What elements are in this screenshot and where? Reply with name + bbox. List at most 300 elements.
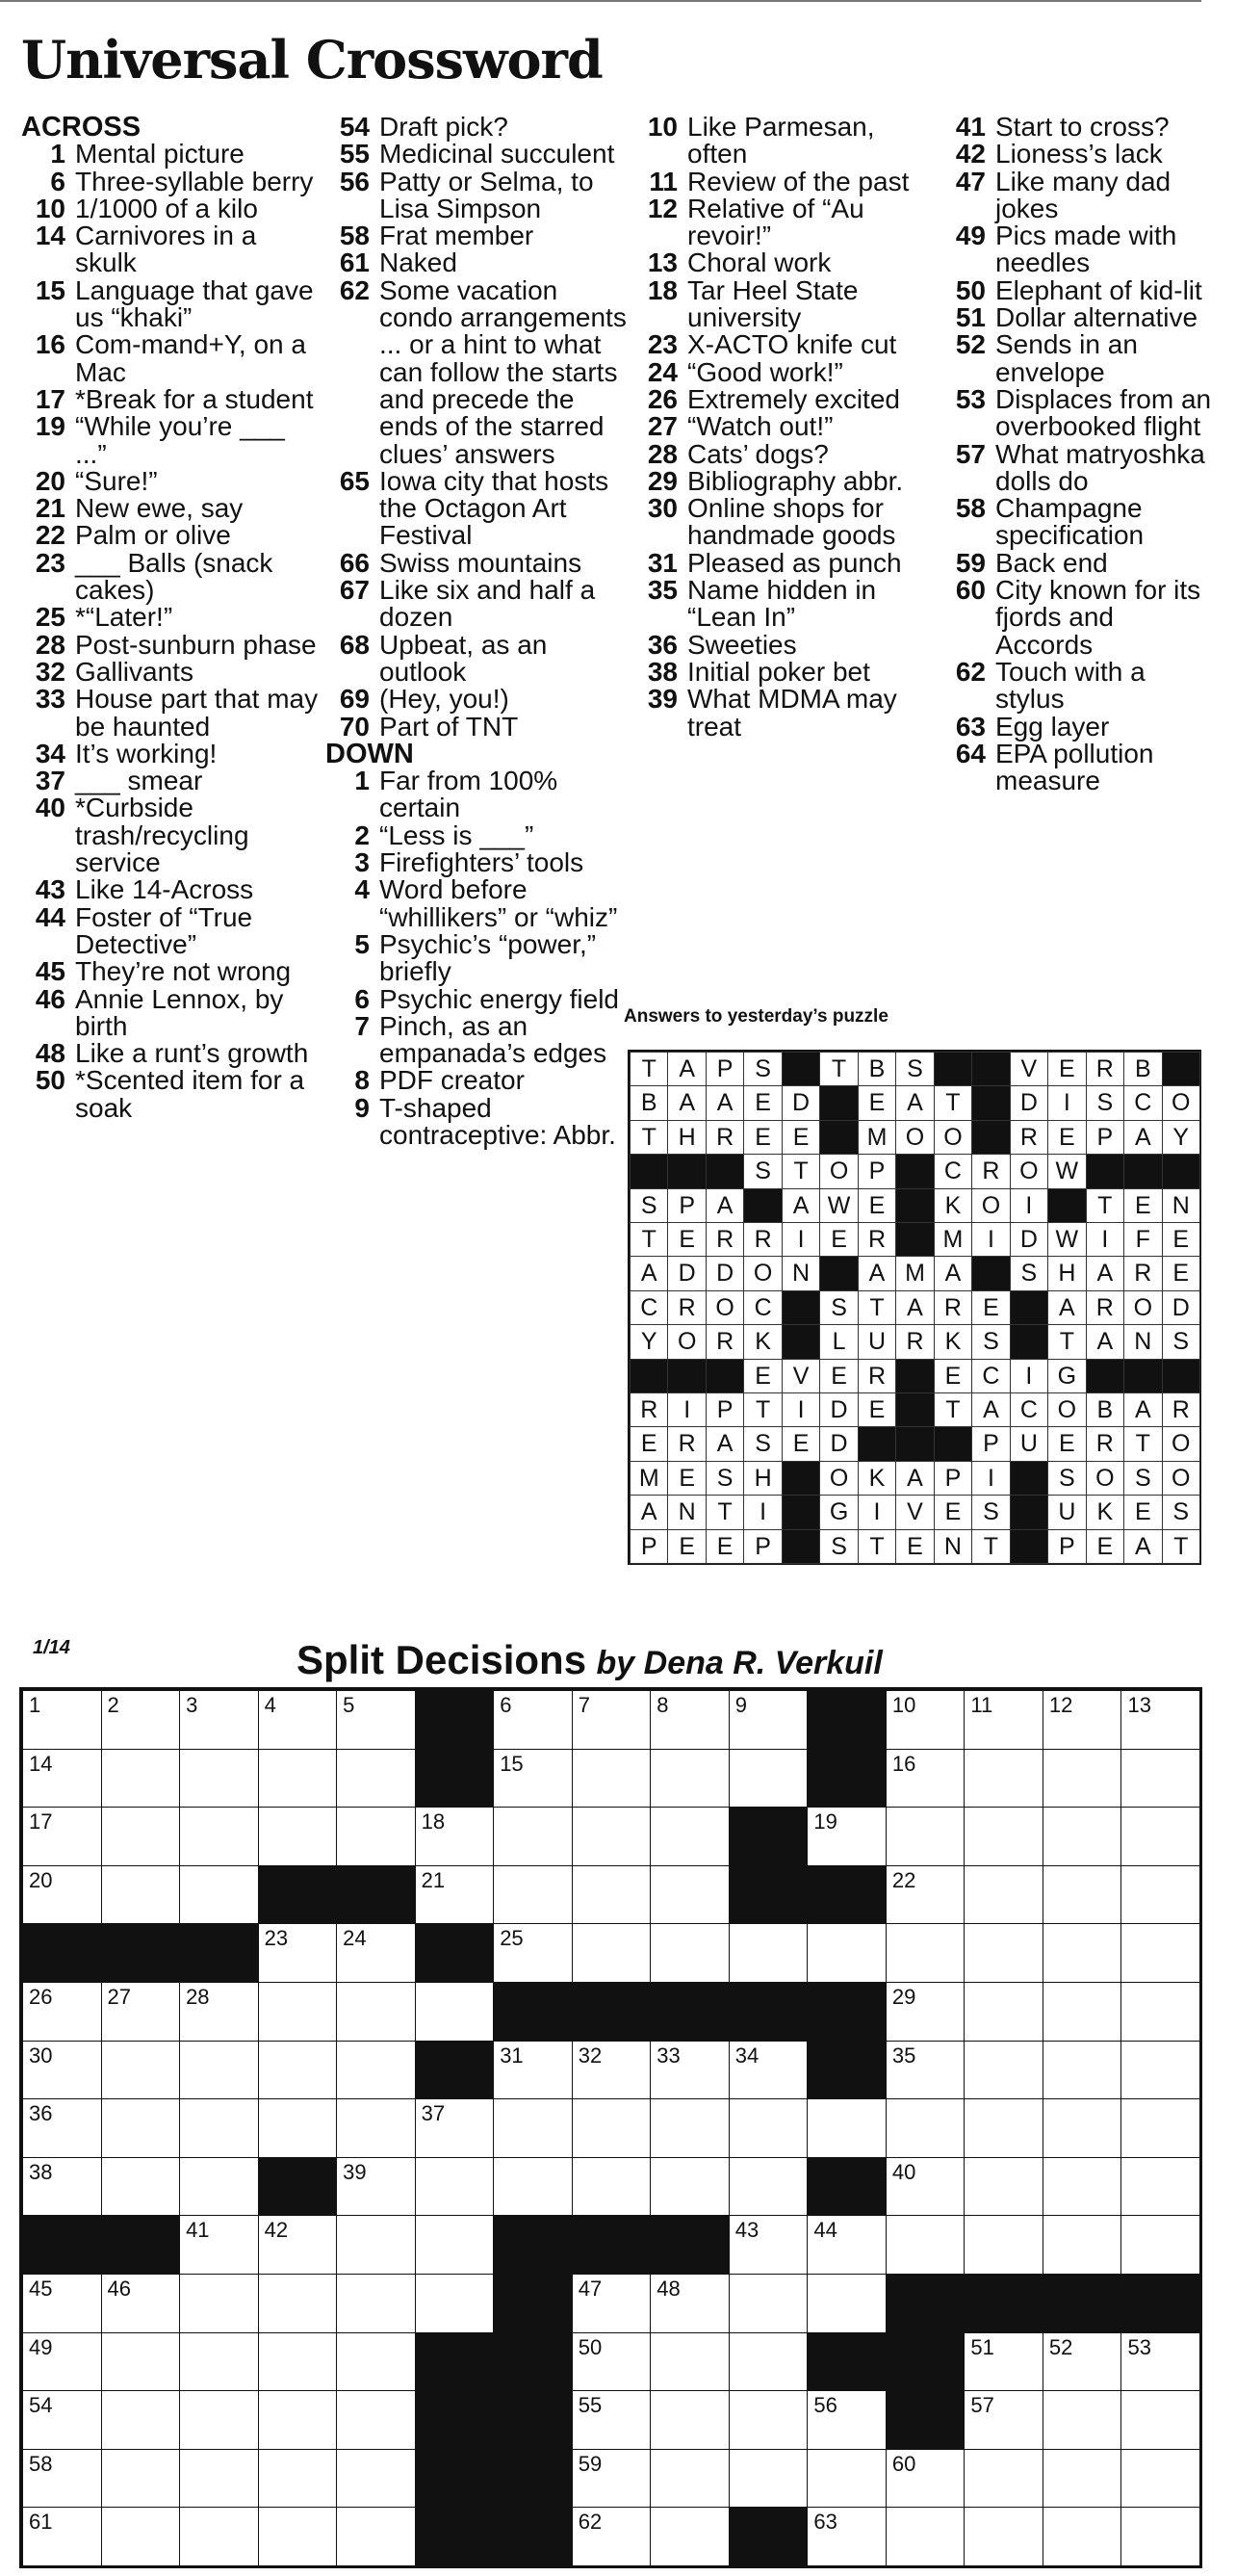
- cell-number: 4: [264, 1693, 276, 1717]
- answer-cell: W: [1047, 1154, 1086, 1188]
- grid-cell[interactable]: [493, 1749, 573, 1808]
- grid-cell[interactable]: [1120, 1865, 1200, 1925]
- grid-cell[interactable]: [1043, 1807, 1122, 1866]
- grid-cell[interactable]: [964, 2157, 1043, 2217]
- answer-cell: I: [1010, 1188, 1048, 1223]
- answer-cell: T: [782, 1154, 820, 1188]
- clue-number: 9: [354, 1092, 370, 1123]
- clue-number: 42: [955, 139, 986, 169]
- grid-cell[interactable]: [22, 2332, 102, 2392]
- grid-cell[interactable]: [1043, 2215, 1122, 2275]
- answer-cell: E: [1086, 1529, 1124, 1564]
- clue-number: 1: [354, 766, 370, 796]
- grid-cell[interactable]: [886, 2507, 966, 2566]
- grid-cell[interactable]: [415, 1865, 495, 1925]
- grid-cell[interactable]: [1043, 2098, 1122, 2158]
- grid-cell[interactable]: [101, 1865, 181, 1925]
- grid-cell[interactable]: [572, 2449, 652, 2509]
- clue-number: 34: [35, 738, 65, 768]
- clue-item: [21, 876, 322, 903]
- grid-cell[interactable]: [572, 2098, 652, 2158]
- grid-cell[interactable]: [336, 2098, 416, 2158]
- grid-cell[interactable]: [964, 2449, 1043, 2509]
- grid-cell[interactable]: [415, 2274, 495, 2333]
- grid-cell[interactable]: [493, 1807, 573, 1866]
- answer-cell: V: [782, 1359, 820, 1393]
- clue-item: [941, 304, 1213, 331]
- answer-block: [630, 1359, 668, 1393]
- grid-cell[interactable]: [336, 2215, 416, 2275]
- grid-cell[interactable]: [572, 1690, 652, 1750]
- answer-cell: N: [782, 1256, 820, 1290]
- grid-cell[interactable]: [1120, 1982, 1200, 2042]
- grid-cell[interactable]: [336, 2274, 416, 2333]
- clue-item: [325, 274, 631, 469]
- grid-cell[interactable]: [493, 1923, 573, 1983]
- cell-number: 60: [891, 2451, 916, 2476]
- clue-text: Back end: [995, 547, 1108, 578]
- grid-cell[interactable]: [179, 2449, 259, 2509]
- grid-cell[interactable]: [101, 1749, 181, 1808]
- grid-cell[interactable]: [807, 2390, 887, 2450]
- grid-cell[interactable]: [22, 2157, 102, 2217]
- clue-text: Displaces from an overbooked flight: [995, 383, 1212, 442]
- clue-number: 61: [339, 247, 370, 278]
- grid-cell[interactable]: [258, 2390, 338, 2450]
- grid-cell[interactable]: [101, 1982, 181, 2042]
- grid-cell[interactable]: [1120, 2041, 1200, 2100]
- grid-cell[interactable]: [258, 2274, 338, 2333]
- grid-cell[interactable]: [101, 2157, 181, 2217]
- grid-cell[interactable]: [1043, 2390, 1122, 2450]
- grid-cell[interactable]: [258, 2507, 338, 2566]
- answer-cell: E: [1123, 1188, 1162, 1223]
- grid-cell[interactable]: [1043, 1749, 1122, 1808]
- grid-cell[interactable]: [1120, 2215, 1200, 2275]
- answer-cell: R: [971, 1154, 1010, 1188]
- grid-cell[interactable]: [729, 1749, 809, 1808]
- grid-cell[interactable]: [807, 2215, 887, 2275]
- grid-cell[interactable]: [650, 1749, 730, 1808]
- grid-cell[interactable]: [258, 1807, 338, 1866]
- grid-cell[interactable]: [886, 2215, 966, 2275]
- grid-cell[interactable]: [1043, 2507, 1122, 2566]
- grid-cell[interactable]: [336, 1982, 416, 2042]
- answer-cell: F: [1123, 1222, 1162, 1257]
- answer-block: [895, 1392, 934, 1427]
- answer-cell: I: [1047, 1085, 1086, 1120]
- grid-cell[interactable]: [179, 2332, 259, 2392]
- grid-cell[interactable]: [336, 2332, 416, 2392]
- grid-cell[interactable]: [493, 2098, 573, 2158]
- grid-cell[interactable]: [179, 2274, 259, 2333]
- grid-cell[interactable]: [415, 2098, 495, 2158]
- answer-cell: I: [667, 1392, 706, 1427]
- grid-cell[interactable]: [415, 2215, 495, 2275]
- grid-cell[interactable]: [336, 2449, 416, 2509]
- grid-cell[interactable]: [22, 2390, 102, 2450]
- clue-text: Lioness’s lack: [995, 139, 1163, 169]
- grid-cell[interactable]: [179, 1865, 259, 1925]
- grid-cell[interactable]: [886, 1690, 966, 1750]
- grid-cell[interactable]: [729, 2215, 809, 2275]
- grid-cell[interactable]: [22, 1807, 102, 1866]
- grid-cell[interactable]: [650, 2157, 730, 2217]
- grid-block: [415, 2390, 495, 2450]
- grid-cell[interactable]: [964, 1982, 1043, 2042]
- answer-cell: O: [971, 1188, 1010, 1223]
- answer-cell: N: [1162, 1188, 1200, 1223]
- answer-cell: S: [971, 1495, 1010, 1529]
- grid-cell[interactable]: [415, 2157, 495, 2217]
- cell-number: 62: [578, 2510, 603, 2535]
- clue-item: [21, 383, 322, 414]
- clue-item: [21, 274, 322, 333]
- grid-cell[interactable]: [493, 1690, 573, 1750]
- clue-item: [325, 249, 631, 276]
- clue-item: [21, 629, 322, 660]
- clue-item: [21, 686, 322, 741]
- clue-item: [633, 383, 940, 414]
- grid-cell[interactable]: [1120, 1690, 1200, 1750]
- cell-number: 42: [264, 2218, 289, 2243]
- answer-cell: W: [819, 1188, 858, 1223]
- cell-number: 63: [813, 2510, 837, 2535]
- grid-cell[interactable]: [22, 2041, 102, 2100]
- clue-number: 12: [647, 193, 678, 223]
- grid-cell[interactable]: [572, 1923, 652, 1983]
- grid-cell[interactable]: [22, 1865, 102, 1925]
- grid-cell[interactable]: [572, 1749, 652, 1808]
- clue-number: 52: [955, 329, 986, 360]
- grid-cell[interactable]: [964, 2332, 1043, 2392]
- answer-cell: E: [1162, 1222, 1200, 1257]
- grid-cell[interactable]: [807, 2274, 887, 2333]
- cell-number: 22: [891, 1867, 916, 1892]
- grid-cell[interactable]: [22, 2449, 102, 2509]
- grid-block: [807, 2041, 887, 2100]
- grid-cell[interactable]: [258, 2449, 338, 2509]
- grid-cell[interactable]: [179, 2507, 259, 2566]
- grid-cell[interactable]: [964, 1923, 1043, 1983]
- answer-cell: P: [630, 1529, 668, 1564]
- grid-cell[interactable]: [415, 1807, 495, 1866]
- answer-cell: E: [630, 1426, 668, 1461]
- grid-cell[interactable]: [964, 1865, 1043, 1925]
- answer-cell: D: [819, 1392, 858, 1427]
- grid-cell[interactable]: [964, 2041, 1043, 2100]
- grid-cell[interactable]: [101, 2274, 181, 2333]
- clue-item: [21, 768, 322, 794]
- grid-cell[interactable]: [886, 1807, 966, 1866]
- grid-cell[interactable]: [1043, 1865, 1122, 1925]
- clue-item: [633, 331, 940, 358]
- grid-cell[interactable]: [807, 2098, 887, 2158]
- grid-cell[interactable]: [336, 1690, 416, 1750]
- answer-block: [934, 1052, 972, 1086]
- answer-cell: O: [706, 1290, 744, 1325]
- answer-cell: E: [782, 1120, 820, 1155]
- grid-cell[interactable]: [729, 1923, 809, 1983]
- answer-block: [934, 1426, 972, 1461]
- grid-cell[interactable]: [729, 1690, 809, 1750]
- grid-cell[interactable]: [101, 2098, 181, 2158]
- grid-cell[interactable]: [1120, 1749, 1200, 1808]
- grid-cell[interactable]: [1043, 2157, 1122, 2217]
- cell-number: 61: [29, 2510, 53, 2535]
- answer-cell: O: [934, 1120, 972, 1155]
- grid-cell[interactable]: [1120, 1923, 1200, 1983]
- clue-item: [633, 274, 940, 333]
- grid-cell[interactable]: [179, 1749, 259, 1808]
- clue-item: [941, 738, 1213, 796]
- grid-cell[interactable]: [572, 2157, 652, 2217]
- grid-cell[interactable]: [729, 2449, 809, 2509]
- grid-cell[interactable]: [101, 1807, 181, 1866]
- grid-cell[interactable]: [650, 2274, 730, 2333]
- cell-number: 29: [891, 1985, 916, 2009]
- clue-item: [941, 547, 1213, 578]
- grid-cell[interactable]: [886, 2449, 966, 2509]
- grid-cell[interactable]: [572, 1865, 652, 1925]
- grid-block: [493, 2507, 573, 2566]
- clue-number: 18: [647, 274, 678, 305]
- clue-text: New ewe, say: [75, 493, 244, 524]
- clue-item: [21, 656, 322, 687]
- answer-cell: R: [1086, 1426, 1124, 1461]
- grid-cell[interactable]: [336, 2507, 416, 2566]
- grid-cell[interactable]: [886, 2098, 966, 2158]
- answer-block: [1010, 1461, 1048, 1496]
- grid-cell[interactable]: [964, 2215, 1043, 2275]
- grid-cell[interactable]: [258, 1690, 338, 1750]
- clue-number: 64: [955, 738, 986, 768]
- grid-cell[interactable]: [179, 1690, 259, 1750]
- answer-cell: R: [1086, 1290, 1124, 1325]
- answer-cell: T: [934, 1085, 972, 1120]
- answer-block: [782, 1290, 820, 1325]
- grid-cell[interactable]: [729, 2098, 809, 2158]
- grid-block: [258, 2157, 338, 2217]
- grid-cell[interactable]: [1120, 2332, 1200, 2392]
- grid-cell[interactable]: [258, 2098, 338, 2158]
- answer-block: [1086, 1359, 1124, 1393]
- grid-cell[interactable]: [807, 2449, 887, 2509]
- grid-cell[interactable]: [101, 2449, 181, 2509]
- cell-number: 30: [29, 2043, 53, 2068]
- grid-cell[interactable]: [650, 2507, 730, 2566]
- grid-cell[interactable]: [964, 1690, 1043, 1750]
- grid-cell[interactable]: [572, 1807, 652, 1866]
- grid-block: [729, 1865, 809, 1925]
- answer-block: [782, 1324, 820, 1359]
- answer-cell: C: [1010, 1392, 1048, 1427]
- answer-block: [858, 1426, 896, 1461]
- clue-item: [633, 547, 940, 578]
- grid-block: [650, 1982, 730, 2042]
- cell-number: 48: [657, 2277, 681, 2301]
- answer-block: [895, 1426, 934, 1461]
- clue-number: 62: [955, 656, 986, 687]
- clue-number: 58: [339, 221, 370, 251]
- grid-cell[interactable]: [179, 2098, 259, 2158]
- grid-cell[interactable]: [336, 2157, 416, 2217]
- grid-cell[interactable]: [572, 2332, 652, 2392]
- answer-cell: B: [1086, 1392, 1124, 1427]
- grid-cell[interactable]: [729, 2157, 809, 2217]
- grid-cell[interactable]: [650, 1865, 730, 1925]
- grid-cell[interactable]: [650, 2332, 730, 2392]
- grid-cell[interactable]: [1043, 1923, 1122, 1983]
- answer-cell: H: [1047, 1256, 1086, 1290]
- grid-cell[interactable]: [572, 2390, 652, 2450]
- grid-cell[interactable]: [493, 1865, 573, 1925]
- grid-cell[interactable]: [101, 2507, 181, 2566]
- answer-block: [971, 1085, 1010, 1120]
- grid-cell[interactable]: [22, 2098, 102, 2158]
- grid-cell[interactable]: [493, 2157, 573, 2217]
- grid-cell[interactable]: [258, 2332, 338, 2392]
- grid-cell[interactable]: [572, 2041, 652, 2100]
- clue-number: 62: [339, 274, 370, 305]
- grid-cell[interactable]: [650, 1923, 730, 1983]
- grid-cell[interactable]: [22, 1749, 102, 1808]
- grid-cell[interactable]: [964, 1749, 1043, 1808]
- grid-cell[interactable]: [258, 2215, 338, 2275]
- clue-item: [21, 958, 322, 985]
- grid-cell[interactable]: [650, 1807, 730, 1866]
- grid-cell[interactable]: [886, 1923, 966, 1983]
- grid-cell[interactable]: [1043, 2041, 1122, 2100]
- grid-cell[interactable]: [650, 2098, 730, 2158]
- grid-cell[interactable]: [258, 1982, 338, 2042]
- grid-cell[interactable]: [1120, 2449, 1200, 2509]
- grid-cell[interactable]: [22, 2274, 102, 2333]
- grid-cell[interactable]: [336, 1923, 416, 1983]
- clue-item: [633, 249, 940, 276]
- clue-text: Cats’ dogs?: [687, 438, 829, 469]
- grid-cell[interactable]: [1043, 1982, 1122, 2042]
- clue-text: Three-syllable berry: [75, 166, 314, 196]
- grid-cell[interactable]: [101, 1690, 181, 1750]
- grid-cell[interactable]: [650, 2449, 730, 2509]
- grid-cell[interactable]: [179, 2390, 259, 2450]
- grid-cell[interactable]: [336, 1807, 416, 1866]
- grid-cell[interactable]: [964, 1807, 1043, 1866]
- grid-cell[interactable]: [1043, 2449, 1122, 2509]
- grid-cell[interactable]: [886, 1865, 966, 1925]
- grid-cell[interactable]: [729, 2390, 809, 2450]
- grid-cell[interactable]: [179, 1807, 259, 1866]
- grid-cell[interactable]: [22, 1690, 102, 1750]
- clue-text: City known for its fjords and Accords: [995, 575, 1201, 660]
- grid-cell[interactable]: [179, 1982, 259, 2042]
- grid-cell[interactable]: [807, 1807, 887, 1866]
- grid-cell[interactable]: [415, 1982, 495, 2042]
- clue-number: 58: [955, 493, 986, 524]
- cell-number: 6: [500, 1693, 512, 1717]
- grid-cell[interactable]: [22, 1982, 102, 2042]
- grid-cell[interactable]: [886, 2041, 966, 2100]
- grid-cell[interactable]: [964, 2098, 1043, 2158]
- grid-cell[interactable]: [572, 2274, 652, 2333]
- answer-grid: [628, 1050, 1201, 1565]
- clue-number: 25: [35, 602, 65, 633]
- grid-cell[interactable]: [101, 2332, 181, 2392]
- grid-cell[interactable]: [1120, 2098, 1200, 2158]
- grid-cell[interactable]: [258, 2041, 338, 2100]
- grid-cell[interactable]: [22, 2507, 102, 2566]
- grid-cell[interactable]: [650, 2390, 730, 2450]
- grid-cell[interactable]: [336, 1749, 416, 1808]
- grid-cell[interactable]: [1120, 2390, 1200, 2450]
- clue-number: 28: [647, 438, 678, 469]
- grid-cell[interactable]: [1043, 1690, 1122, 1750]
- grid-cell[interactable]: [807, 1923, 887, 1983]
- grid-block: [336, 1865, 416, 1925]
- answer-block: [1047, 1188, 1086, 1223]
- grid-cell[interactable]: [729, 2274, 809, 2333]
- cell-number: 2: [107, 1693, 119, 1717]
- grid-cell[interactable]: [258, 1923, 338, 1983]
- grid-cell[interactable]: [807, 2507, 887, 2566]
- grid-cell[interactable]: [886, 2157, 966, 2217]
- grid-cell[interactable]: [964, 2390, 1043, 2450]
- answer-cell: A: [1086, 1324, 1124, 1359]
- grid-cell[interactable]: [964, 2507, 1043, 2566]
- answer-cell: O: [743, 1256, 782, 1290]
- clue-item: [21, 794, 322, 876]
- answer-cell: C: [630, 1290, 668, 1325]
- grid-cell[interactable]: [493, 2041, 573, 2100]
- grid-cell[interactable]: [1043, 2332, 1122, 2392]
- answer-cell: E: [743, 1085, 782, 1120]
- grid-cell[interactable]: [1120, 1807, 1200, 1866]
- clue-text: They’re not wrong: [75, 956, 292, 987]
- grid-cell[interactable]: [101, 2390, 181, 2450]
- clue-number: 56: [339, 166, 370, 196]
- clue-item: [325, 166, 631, 223]
- grid-cell[interactable]: [179, 2215, 259, 2275]
- grid-cell[interactable]: [886, 1749, 966, 1808]
- grid-cell[interactable]: [886, 1982, 966, 2042]
- grid-cell[interactable]: [572, 2507, 652, 2566]
- grid-cell[interactable]: [336, 2041, 416, 2100]
- answer-block: [1123, 1154, 1162, 1188]
- grid-cell[interactable]: [729, 2332, 809, 2392]
- grid-cell[interactable]: [650, 1690, 730, 1750]
- clue-text: What matryoshka dolls do: [995, 438, 1205, 496]
- answer-cell: I: [1010, 1359, 1048, 1393]
- grid-cell[interactable]: [101, 2041, 181, 2100]
- grid-cell[interactable]: [729, 2041, 809, 2100]
- cell-number: 14: [29, 1751, 53, 1776]
- clue-number: 11: [649, 166, 678, 196]
- answer-cell: U: [1047, 1495, 1086, 1529]
- grid-cell[interactable]: [1120, 2157, 1200, 2217]
- answer-cell: E: [895, 1529, 934, 1564]
- grid-cell[interactable]: [336, 2390, 416, 2450]
- answer-cell: R: [934, 1290, 972, 1325]
- grid-cell[interactable]: [258, 1749, 338, 1808]
- cell-number: 44: [813, 2218, 837, 2243]
- grid-cell[interactable]: [179, 2041, 259, 2100]
- answer-cell: I: [743, 1495, 782, 1529]
- grid-cell[interactable]: [1120, 2507, 1200, 2566]
- grid-cell[interactable]: [650, 2041, 730, 2100]
- answer-cell: E: [934, 1495, 972, 1529]
- grid-cell[interactable]: [179, 2157, 259, 2217]
